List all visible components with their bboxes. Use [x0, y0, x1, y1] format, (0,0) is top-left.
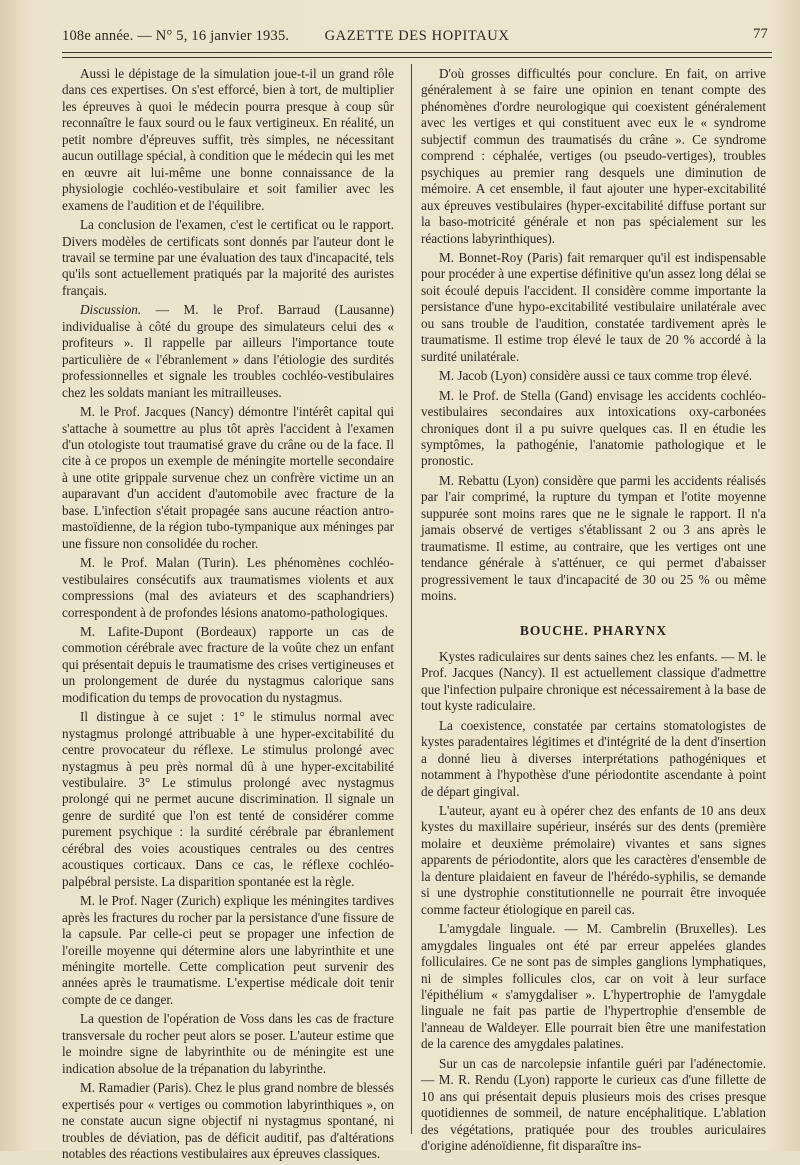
paragraph: La coexistence, constatée par certains stomatologistes de kystes paradentaires légitimes et d'intégrité de la dent d'insertion a donné lieu à diverses interprétations pathogéniques et notamment à l'hypothèse d'une périodontite ascendante à point de départ gingival.: [421, 717, 766, 799]
paragraph: M. Bonnet-Roy (Paris) fait remarquer qu'il est indispensable pour procéder à une expertise définitive qu'un assez long délai se soit écoulé depuis l'accident. Il considère comme importante la persistance d'une hypo-excitabilité vestibulaire unilatérale avec ou sans trouble de l'audition, constatée tardivement après le traumatisme. Il estime trop élevé le taux de 20 % accordé à la surdité unilatérale.: [421, 249, 766, 364]
paragraph: Sur un cas de narcolepsie infantile guéri par l'adénectomie. — M. R. Rendu (Lyon) rapporte le curieux cas d'une fillette de 10 ans qui présentait depuis plusieurs mois des crises presque quotidiennes de sommeil, de nature encéphalitique. L'ablation des végétations, pratiquée pour des troubles auriculaires d'origine adénoïdienne, fit disparaître ins-: [421, 1055, 766, 1154]
page-header: [62, 26, 772, 48]
paragraph: D'où grosses difficultés pour conclure. En fait, on arrive généralement à se faire une opinion en tenant compte des phénomènes d'ordre neurologique qui coexistent généralement avec les vertiges et qui constituent avec eux le « syndrome subjectif commun des traumatisés du crâne ». Ce syndrome comprend : céphalée, vertiges (ou pseudo-vertiges), troubles psychiques au premier rang desquels une diminution de mémoire. A cet ensemble, il faut ajouter une hyper-excitabilité aux épreuves vestibulaires (hyper-excitabilité diffuse portant sur la baso-motricité générale et non pas spécialement sur les réactions labyrinthiques).: [421, 66, 766, 246]
paragraph: L'auteur, ayant eu à opérer chez des enfants de 10 ans deux kystes du maxillaire supérieur, insérés sur des dents (première molaire et deuxième prémolaire) vivantes et sans signes apparents de périodontite, alors que les caractères d'ensemble de la denture plaidaient en faveur de l'hérédo-syphilis, se demande si une dystrophie constitutionnelle ne pourrait être invoquée comme facteur étiologique en pareil cas.: [421, 803, 766, 917]
paragraph-text: — M. le Prof. Barraud (Lausanne) individualise à côté du groupe des simulateurs celui des « profiteurs ». Il rappelle par ailleurs l'importance toute particulière de « l'ébranlement » dans l'étiologie des surdités professionnelles et signale les troubles cochléo-vestibulaires chez les soldats maniant les mitrailleuses.: [62, 302, 394, 400]
paragraph-lead: Discussion.: [80, 302, 142, 318]
header-rule: [62, 52, 772, 53]
paragraph: L'amygdale linguale. — M. Cambrelin (Bruxelles). Les amygdales linguales ont été par erreur appelées glandes folliculaires. Ce ne sont pas de simples ganglions lymphatiques, ni de simples follicules clos, car on voit à leur surface l'épithélium « s'amygdaliser ». L'hypertrophie de l'amygdale linguale ne fait pas partie de l'hypertrophie d'ensemble de l'anneau de Waldeyer. Elle pourrait bien être une manifestation de la carence des amygdales palatines.: [421, 921, 766, 1052]
paragraph: La question de l'opération de Voss dans les cas de fracture transversale du rocher peut alors se poser. L'auteur estime que le moindre signe de labyrinthite ou de méningite est une indication absolue de la trépanation du labyrinthe.: [62, 1011, 394, 1076]
paragraph: Il distingue à ce sujet : 1° le stimulus normal avec nystagmus prolongé attribuable à une hyper-excitabilité du centre provocateur du réflexe. Le stimulus prolongé avec nystagmus à peu près normal dû à une hyper-excitabilité vestibulaire. 3° Le stimulus prolongé avec nystagmus prolongé qui ne permet aucune discrimination. Il signale un genre de surdité que l'on est tenté de considérer comme purement psychique : la surdité cérébrale par ébranlement cérébral des voies acoustiques centrales ou des centres acoustiques corticaux. Dans ce cas, le réflexe cochléo-palpébral persiste. La disparition spontanée est la règle.: [62, 709, 394, 889]
section-heading: BOUCHE. PHARYNX: [519, 622, 668, 638]
right-column: [421, 66, 766, 1158]
paragraph: M. Jacob (Lyon) considère aussi ce taux comme trop élevé.: [439, 368, 753, 384]
column-divider: [411, 64, 412, 1134]
paragraph: M. le Prof. Nager (Zurich) explique les méningites tardives après les fractures du rocher par la persistance d'une fissure de la capsule. Par celle-ci peut se propager une infection de l'oreille moyenne qui détermine alors une labyrinthite et une méningite mortelle. Cette complication peut survenir des années après le traumatisme. L'expertise médicale doit tenir compte de ce danger.: [62, 893, 394, 1007]
paragraph: M. le Prof. de Stella (Gand) envisage les accidents cochléo-vestibulaires secondaires aux intoxications oxy-carbonées chroniques dont il a pu suivre quelques cas. Il en étudie les symptômes, la pathogénie, l'anatomie pathologique et le pronostic.: [421, 387, 766, 469]
paragraph: Kystes radiculaires sur dents saines chez les enfants. — M. le Prof. Jacques (Nancy). Il est actuellement classique d'admettre que l'infection pulpaire chronique est nécessairement à la base de tout kyste radiculaire.: [421, 648, 766, 714]
paragraph: M. Ramadier (Paris). Chez le plus grand nombre de blessés expertisés pour « vertiges ou commotion labyrinthiques », on ne constate aucun signe objectif ni nystagmus spontané, ni troubles de déviation, pas de déficit auditif, pas d'altérations notables des réactions vestibulaires aux épreuves classiques.: [62, 1080, 394, 1161]
issue-info: 108e année. — N° 5, 16 janvier 1935.: [62, 28, 290, 44]
left-column: [62, 66, 394, 1165]
paragraph: Aussi le dépistage de la simulation joue-t-il un grand rôle dans ces expertises. On s'est efforcé, bien à tort, de multiplier les épreuves à quoi le médecin pourra presque à coup sûr reconnaître le faux sourd ou le faux vertigineux. En réalité, un petit nombre d'épreuves suffit, très simples, ne nécessitant aucun outillage spécial, à condition que le médecin qui les met en œuvre ait lui-même une bonne connaissance de la physiologie cochléo-vestibulaire et soit familier avec les examens de l'audition et de l'équilibre.: [62, 66, 394, 213]
header-rule-thin: [62, 57, 772, 58]
paragraph: M. Lafite-Dupont (Bordeaux) rapporte un cas de commotion cérébrale avec fracture de la voûte chez un enfant qui présentait depuis le traumatisme des crises vertigineuses et un prolongement de durée du nystagmus calorique sans modification du temps de provocation du nystagmus.: [62, 623, 394, 705]
journal-title: GAZETTE DES HOPITAUX: [324, 28, 510, 44]
paragraph: M. le Prof. Jacques (Nancy) démontre l'intérêt capital qui s'attache à soumettre au plus tôt après l'accident à l'examen d'un otologiste tout traumatisé grave du crâne ou de la face. Il cite à ce propos un exemple de méningite mortelle secondaire à une otite grippale survenue chez un confrère victime un an auparavant d'un accident d'automobile avec fracture de la base. L'infection s'était propagée sans aucune réaction antro-mastoïdienne, de la région tubo-tympanique aux méninges par une fissure non consolidée du rocher.: [62, 404, 394, 551]
paragraph: M. le Prof. Malan (Turin). Les phénomènes cochléo-vestibulaires consécutifs aux traumatismes violents et aux compressions (mal des aviateurs et des scaphandriers) correspondent à de profondes lésions anatomo-pathologiques.: [62, 555, 394, 620]
paragraph: M. Rebattu (Lyon) considère que parmi les accidents réalisés par l'air comprimé, la rupture du tympan et l'otite moyenne suppurée sont moins rares que ne le signale le rapport. Il n'a jamais observé de vertiges s'établissant 2 ou 3 ans après le traumatisme. Il estime, au contraire, que les vertiges ont une tendance générale à s'atténuer, ce qui permet d'abaisser progressivement le taux d'incapacité de 30 ou 25 % ou même moins.: [421, 472, 766, 604]
paragraph: [62, 302, 394, 401]
page-number: 77: [753, 26, 768, 42]
paragraph: La conclusion de l'examen, c'est le certificat ou le rapport. Divers modèles de certificats sont donnés par l'auteur dont le travail se termine par une évaluation des taux d'incapacité, tels qu'ils sont actuellement pratiqués par la majorité des auristes français.: [62, 217, 394, 298]
